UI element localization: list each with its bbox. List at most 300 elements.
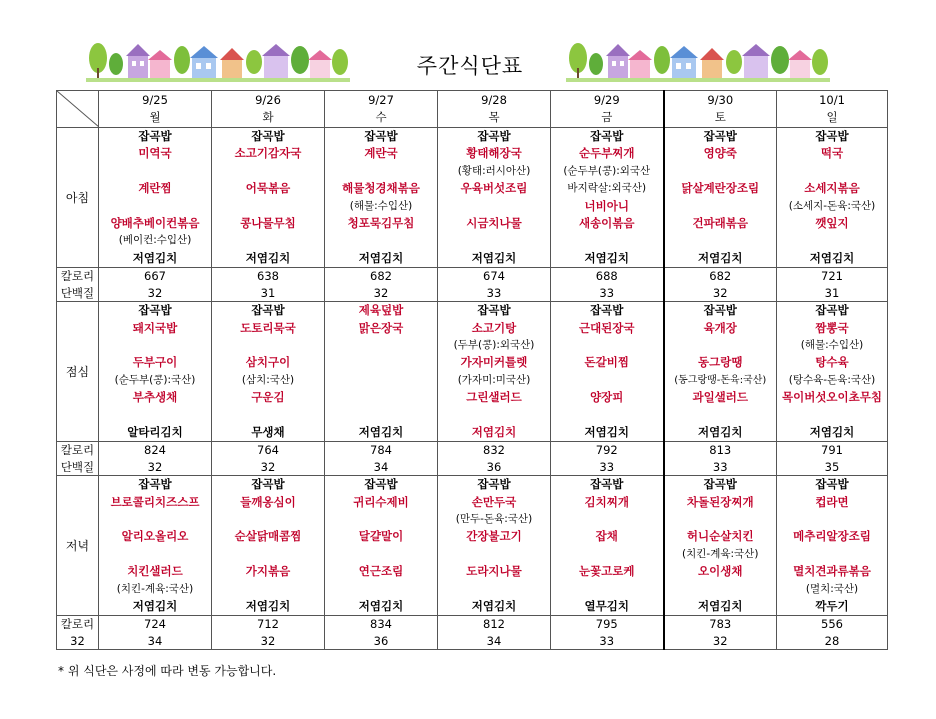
nutrition-cell: [664, 268, 777, 302]
menu-item: 치킨샐러드: [127, 564, 183, 579]
menu-item: 잡곡밥: [138, 303, 172, 318]
day-header: [664, 91, 777, 128]
day-header: [551, 91, 664, 128]
day-date: 10/1: [819, 93, 845, 107]
menu-item: 메추리알장조림: [793, 529, 871, 544]
menu-spacer: [212, 406, 324, 423]
nutrition-cell: [99, 268, 212, 302]
menu-item: 탕수육: [815, 355, 849, 370]
menu-item: 잡곡밥: [590, 477, 624, 492]
menu-cell: [777, 302, 888, 442]
menu-cell: [212, 128, 325, 268]
protein-value: 32: [712, 633, 728, 648]
day-header: [438, 91, 551, 128]
menu-item: 잡곡밥: [815, 477, 849, 492]
nutrition-label: [57, 442, 99, 476]
menu-spacer: [777, 511, 887, 528]
menu-spacer: [438, 232, 550, 249]
menu-item: 미역국: [138, 146, 172, 161]
menu-item: 깍두기: [815, 598, 849, 613]
menu-spacer: [325, 232, 437, 249]
menu-spacer: [777, 232, 887, 249]
menu-spacer: [99, 511, 211, 528]
menu-item: 오이생채: [698, 564, 743, 579]
menu-spacer: [99, 406, 211, 423]
meal-row: [57, 476, 888, 616]
menu-item: 저염김치: [132, 598, 178, 613]
menu-item: 잡곡밥: [815, 303, 849, 318]
menu-item: 돼지국밥: [132, 320, 178, 335]
menu-item: 컵라면: [815, 494, 849, 509]
menu-cell: [664, 302, 777, 442]
menu-spacer: [551, 406, 663, 423]
day-weekday: 월: [149, 110, 161, 124]
menu-item: 저염김치: [358, 250, 404, 265]
menu-cell: [438, 302, 551, 442]
menu-cell: [99, 128, 212, 268]
day-date: 9/25: [142, 93, 168, 107]
calorie-value: 682: [709, 269, 732, 284]
menu-item: (동그랑땡-돈육:국산): [674, 374, 767, 386]
menu-item: 저염김치: [471, 598, 517, 613]
menu-item: 달걀말이: [358, 529, 404, 544]
menu-spacer: [99, 198, 211, 215]
menu-item: 잡채: [595, 529, 618, 544]
calorie-value: 784: [370, 443, 392, 458]
menu-spacer: [551, 511, 663, 528]
menu-item: 시금치나물: [466, 215, 522, 230]
menu-spacer: [665, 163, 777, 180]
menu-item: 제육덮밥: [358, 303, 404, 318]
meal-row: [57, 128, 888, 268]
menu-item: 잡곡밥: [364, 129, 398, 143]
calorie-value: 832: [483, 443, 505, 458]
menu-item: 양장피: [590, 390, 624, 405]
menu-spacer: [551, 232, 663, 249]
menu-item: (해물:수입산): [349, 199, 413, 212]
menu-item: 무생채: [251, 424, 285, 439]
menu-item: 삼치구이: [245, 355, 291, 370]
menu-item: 알리오올리오: [121, 529, 189, 544]
menu-item: 저염김치: [471, 424, 517, 439]
protein-value: 32: [260, 633, 276, 648]
calorie-value: 812: [483, 617, 505, 632]
menu-item: 저염김치: [358, 424, 404, 439]
menu-cell: [212, 476, 325, 616]
calorie-value: 834: [370, 617, 392, 632]
menu-item: 순살닭매콤찜: [234, 529, 302, 544]
calorie-value: 795: [595, 617, 618, 632]
menu-item: 저염김치: [698, 598, 743, 613]
menu-item: 잡곡밥: [477, 477, 511, 492]
menu-item: 두부구이: [132, 355, 178, 370]
menu-item: 저염김치: [471, 250, 517, 265]
menu-item: 어묵볶음: [245, 181, 291, 196]
menu-item: 떡국: [820, 146, 844, 161]
menu-item: 황태해장국: [466, 146, 522, 161]
meal-label: 점심: [57, 302, 99, 442]
village-illustration-right: [566, 38, 830, 84]
menu-item: 알타리김치: [127, 424, 183, 439]
menu-item: 잡곡밥: [590, 129, 624, 143]
menu-item: 저염김치: [809, 424, 855, 439]
menu-item: 순두부찌개: [578, 146, 635, 161]
menu-spacer: [438, 406, 550, 423]
menu-item: 잡곡밥: [815, 129, 849, 143]
menu-spacer: [212, 546, 324, 563]
menu-item: 소고기감자국: [234, 146, 302, 161]
menu-item: 잡곡밥: [364, 477, 398, 492]
nutrition-cell: [325, 268, 438, 302]
menu-item: 잡곡밥: [477, 303, 511, 318]
nutrition-cell: [99, 616, 212, 650]
menu-item: 육개장: [703, 320, 737, 335]
protein-value: 33: [599, 285, 615, 300]
menu-spacer: [438, 546, 550, 563]
menu-cell: [777, 476, 888, 616]
menu-cell: [99, 476, 212, 616]
protein-value: 33: [486, 285, 502, 300]
menu-item: 닭살계란장조림: [681, 181, 760, 196]
calorie-value: 792: [595, 443, 618, 458]
menu-item: 잡곡밥: [703, 129, 737, 143]
menu-spacer: [438, 198, 550, 215]
menu-item: 손만두국: [471, 494, 517, 509]
menu-item: 잡곡밥: [703, 303, 737, 318]
protein-value: 36: [373, 633, 389, 648]
calorie-value: 721: [821, 269, 843, 284]
menu-item: 김치찌개: [584, 494, 629, 509]
menu-cell: [664, 128, 777, 268]
nutrition-cell: [212, 268, 325, 302]
day-weekday: 화: [262, 110, 274, 124]
nutrition-cell: [777, 616, 888, 650]
menu-spacer: [325, 389, 437, 406]
menu-item: 목이버섯오이초무침: [782, 390, 882, 405]
menu-item: 도토리묵국: [240, 320, 296, 335]
nutrition-row: [57, 616, 888, 650]
menu-item: 브로콜리치즈스프: [110, 494, 200, 509]
calorie-value: 556: [821, 617, 843, 632]
calorie-value: 674: [483, 269, 505, 284]
menu-spacer: [325, 372, 437, 389]
menu-spacer: [665, 232, 777, 249]
menu-item: (치킨-계육:국산): [682, 547, 759, 560]
menu-spacer: [212, 198, 324, 215]
menu-item: 소세지볶음: [804, 181, 860, 196]
menu-item: 너비아니: [584, 198, 629, 213]
nutrition-cell: [438, 268, 551, 302]
menu-item: 저염김치: [584, 424, 629, 439]
nutrition-cell: [438, 616, 551, 650]
menu-spacer: [551, 372, 663, 389]
menu-spacer: [777, 163, 887, 180]
menu-item: 저염김치: [245, 250, 291, 265]
calorie-value: 688: [595, 269, 618, 284]
menu-item: 우육버섯조림: [460, 181, 528, 196]
menu-cell: [212, 302, 325, 442]
menu-cell: [551, 476, 664, 616]
menu-item: 동그랑땡: [698, 355, 743, 370]
nutrition-label-text: 단백질: [60, 285, 95, 300]
menu-spacer: [99, 546, 211, 563]
menu-item: 저염김치: [132, 250, 178, 265]
menu-spacer: [325, 354, 437, 371]
nutrition-cell: [438, 442, 551, 476]
nutrition-row: [57, 268, 888, 302]
menu-item: 잡곡밥: [703, 477, 737, 492]
menu-item: 잡곡밥: [590, 303, 624, 318]
menu-item: 차돌된장찌개: [686, 494, 754, 509]
nutrition-cell: [551, 616, 664, 650]
menu-spacer: [325, 337, 437, 354]
nutrition-label: [57, 268, 99, 302]
protein-value: 32: [260, 459, 276, 474]
menu-item: (순두부(콩):국산): [114, 373, 196, 386]
menu-spacer: [777, 546, 887, 563]
protein-value: 34: [486, 633, 502, 648]
protein-value: 31: [260, 285, 276, 300]
day-header: [325, 91, 438, 128]
day-header: [212, 91, 325, 128]
protein-value: 32: [147, 285, 163, 300]
protein-value: 36: [486, 459, 502, 474]
footnote: * 위 식단은 사정에 따라 변동 가능합니다.: [58, 664, 277, 678]
nutrition-row: [57, 442, 888, 476]
menu-spacer: [665, 511, 777, 528]
nutrition-cell: [212, 616, 325, 650]
village-illustration-left: [86, 38, 350, 84]
menu-item: 맑은장국: [358, 320, 404, 335]
menu-item: 저염김치: [809, 250, 855, 265]
day-date: 9/29: [593, 93, 620, 107]
menu-item: 귀리수제비: [353, 494, 409, 509]
menu-cell: [325, 128, 438, 268]
calorie-value: 724: [144, 617, 166, 632]
day-date: 9/27: [368, 93, 394, 107]
nutrition-label-text: 32: [70, 633, 85, 648]
menu-cell: [777, 128, 888, 268]
menu-item: 영양죽: [703, 146, 737, 161]
meal-label: 저녁: [57, 476, 99, 616]
menu-cell: [99, 302, 212, 442]
menu-item: 새송이볶음: [578, 215, 635, 230]
menu-item: 연근조림: [358, 564, 404, 579]
menu-item: 잡곡밥: [138, 477, 172, 492]
tree-icon: [569, 43, 603, 78]
menu-cell: [664, 476, 777, 616]
menu-spacer: [665, 337, 777, 354]
menu-cell: [438, 128, 551, 268]
menu-spacer: [325, 163, 437, 180]
menu-spacer: [325, 406, 437, 423]
menu-item: 잡곡밥: [138, 129, 172, 143]
menu-item: 과일샐러드: [692, 390, 749, 405]
menu-item: 계란국: [364, 146, 398, 161]
menu-item: 저염김치: [698, 424, 743, 439]
nutrition-cell: [777, 268, 888, 302]
menu-item: 잡곡밥: [477, 129, 511, 143]
calorie-value: 764: [257, 443, 279, 458]
calorie-value: 791: [821, 443, 843, 458]
calorie-value: 813: [709, 443, 732, 458]
menu-item: 간장불고기: [466, 529, 522, 544]
menu-item: (황태:러시아산): [457, 164, 531, 177]
menu-cell: [325, 302, 438, 442]
calorie-value: 824: [144, 443, 166, 458]
nutrition-cell: [664, 442, 777, 476]
protein-value: 33: [712, 459, 728, 474]
menu-spacer: [99, 337, 211, 354]
menu-item: 저염김치: [584, 250, 629, 265]
nutrition-label-text: 칼로리: [60, 443, 95, 458]
tree-icon: [89, 43, 123, 78]
nutrition-cell: [777, 442, 888, 476]
nutrition-label-text: 단백질: [60, 459, 95, 474]
menu-item: 바지락살:외국산): [567, 182, 647, 195]
day-weekday: 일: [826, 110, 838, 124]
menu-item: (두부(콩):외국산): [453, 338, 535, 351]
nutrition-cell: [325, 616, 438, 650]
menu-item: 짬뽕국: [815, 320, 849, 335]
menu-item: 잡곡밥: [251, 303, 285, 318]
menu-item: 그린샐러드: [466, 390, 522, 405]
nutrition-cell: [551, 442, 664, 476]
menu-item: 멸치견과류볶음: [793, 564, 871, 579]
menu-item: 저염김치: [358, 598, 404, 613]
corner-cell: [57, 91, 99, 128]
menu-cell: [438, 476, 551, 616]
menu-cell: [551, 128, 664, 268]
menu-item: (멸치:국산): [805, 582, 859, 595]
calorie-value: 783: [709, 617, 732, 632]
day-weekday: 금: [601, 110, 613, 124]
menu-spacer: [551, 337, 663, 354]
menu-item: 가자미커틀렛: [460, 355, 528, 370]
menu-spacer: [551, 546, 663, 563]
nutrition-cell: [551, 268, 664, 302]
menu-item: (소세지-돈육:국산): [788, 199, 876, 212]
menu-item: 돈갈비찜: [584, 355, 629, 370]
menu-item: (순두부(콩):외국산: [563, 164, 651, 177]
menu-item: (만두-돈육:국산): [455, 513, 533, 526]
menu-spacer: [99, 163, 211, 180]
menu-item: 양배추베이컨볶음: [110, 215, 200, 230]
menu-item: 해물청경채볶음: [342, 181, 420, 196]
protein-value: 31: [824, 285, 840, 300]
menu-item: (치킨-계육:국산): [116, 582, 194, 595]
menu-spacer: [777, 406, 887, 423]
calorie-value: 682: [370, 269, 392, 284]
menu-item: (베이컨:수입산): [118, 234, 192, 247]
protein-value: 34: [373, 459, 389, 474]
protein-value: 32: [712, 285, 728, 300]
day-date: 9/26: [255, 93, 281, 107]
menu-item: 소고기탕: [471, 320, 517, 335]
protein-value: 32: [373, 285, 389, 300]
menu-spacer: [212, 511, 324, 528]
menu-item: 저염김치: [245, 598, 291, 613]
weekly-menu-table: [56, 90, 888, 650]
menu-item: 도라지나물: [466, 564, 522, 579]
menu-spacer: [325, 511, 437, 528]
menu-cell: [325, 476, 438, 616]
day-header: [777, 91, 888, 128]
day-weekday: 수: [375, 110, 387, 124]
menu-spacer: [212, 581, 324, 598]
protein-value: 32: [147, 459, 163, 474]
menu-item: 눈꽃고로케: [578, 564, 635, 579]
day-weekday: 목: [488, 110, 500, 124]
menu-spacer: [438, 581, 550, 598]
menu-item: 가지볶음: [245, 564, 291, 579]
day-weekday: 토: [714, 110, 726, 124]
menu-item: 열무김치: [584, 598, 629, 613]
menu-item: 잡곡밥: [251, 477, 285, 492]
nutrition-label: [57, 616, 99, 650]
calorie-value: 712: [257, 617, 279, 632]
menu-cell: [551, 302, 664, 442]
menu-spacer: [551, 581, 663, 598]
menu-item: (가자미:미국산): [457, 373, 531, 386]
menu-item: 구운김: [251, 390, 285, 405]
day-header: [99, 91, 212, 128]
nutrition-cell: [212, 442, 325, 476]
meal-row: [57, 302, 888, 442]
menu-item: 들깨옹심이: [240, 494, 296, 509]
menu-spacer: [665, 198, 777, 215]
menu-spacer: [212, 337, 324, 354]
menu-spacer: [665, 406, 777, 423]
menu-item: 깻잎지: [815, 215, 849, 230]
menu-item: 콩나물무침: [240, 215, 296, 230]
menu-item: 잡곡밥: [251, 129, 285, 143]
menu-spacer: [665, 581, 777, 598]
nutrition-cell: [325, 442, 438, 476]
nutrition-cell: [99, 442, 212, 476]
nutrition-label-text: 칼로리: [60, 269, 95, 284]
menu-item: 저염김치: [698, 250, 743, 265]
protein-value: 35: [824, 459, 840, 474]
diagonal-line: [57, 91, 99, 127]
protein-value: 33: [599, 459, 615, 474]
nutrition-cell: [664, 616, 777, 650]
menu-item: 건파래볶음: [692, 215, 749, 230]
header-row: [57, 91, 888, 128]
meal-label: 아침: [57, 128, 99, 268]
day-date: 9/28: [481, 93, 507, 107]
menu-item: (탕수육-돈육:국산): [788, 373, 876, 386]
protein-value: 33: [599, 633, 615, 648]
menu-item: 허니순살치킨: [686, 529, 754, 544]
menu-item: 부추생채: [132, 390, 178, 405]
menu-spacer: [325, 581, 437, 598]
calorie-value: 667: [144, 269, 166, 284]
menu-item: (해물:수입산): [800, 338, 864, 351]
menu-spacer: [212, 163, 324, 180]
menu-item: 청포묵김무침: [347, 215, 415, 230]
protein-value: 34: [147, 633, 163, 648]
menu-item: 계란찜: [138, 181, 172, 196]
menu-spacer: [212, 232, 324, 249]
page-title: 주간식단표: [416, 54, 524, 78]
calorie-value: 638: [257, 269, 279, 284]
menu-item: 근대된장국: [578, 320, 635, 335]
nutrition-label-text: 칼로리: [60, 617, 95, 632]
day-date: 9/30: [707, 93, 734, 107]
protein-value: 28: [824, 633, 840, 648]
menu-item: (삼치:국산): [241, 373, 295, 386]
